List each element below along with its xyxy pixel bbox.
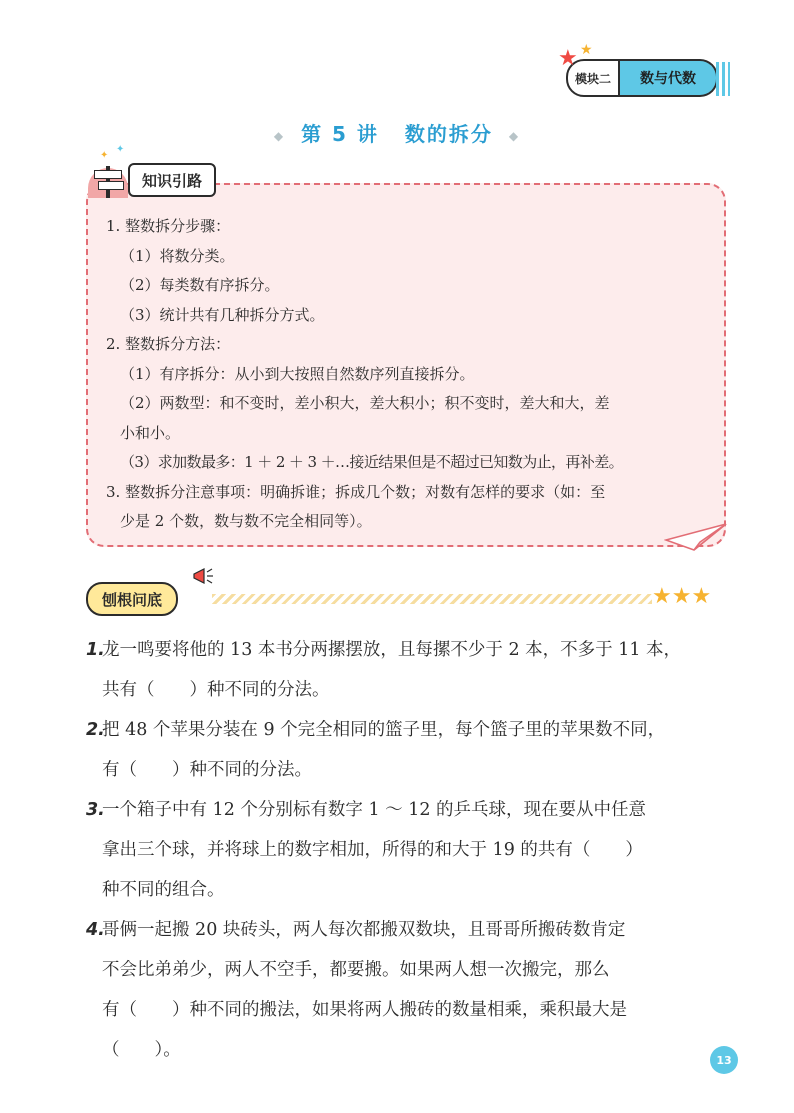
module-number: 模块二 xyxy=(566,59,620,97)
problem-text: 一个箱子中有 12 个分别标有数字 1 ～ 12 的乒乓球，现在要从中任意 xyxy=(102,800,647,820)
star-icon: ★ xyxy=(558,46,578,71)
problem-item xyxy=(86,710,730,790)
problem-text: （ ）。 xyxy=(102,1040,181,1060)
lecture-number: 第 5 讲 xyxy=(301,122,379,146)
knowledge-line: （3）统计共有几种拆分方式。 xyxy=(120,305,325,324)
problem-text: 不会比弟弟少，两人不空手，都要搬。如果两人想一次搬完，那么 xyxy=(102,960,610,980)
problem-text: 共有（ ）种不同的分法。 xyxy=(102,680,330,700)
sparkle-icon: ✦ xyxy=(100,150,109,161)
section-label: 刨根问底 xyxy=(86,582,178,616)
problem-item xyxy=(86,910,730,1070)
problem-item xyxy=(86,790,730,910)
problem-number: 4. xyxy=(86,920,105,940)
decorative-stripes xyxy=(212,594,652,604)
module-tag xyxy=(558,42,718,98)
knowledge-line: 少是 2 个数，数与数不完全相同等）。 xyxy=(120,512,372,530)
page-number: 13 xyxy=(710,1046,738,1074)
signpost-icon xyxy=(86,160,130,200)
knowledge-line: 1. 整数拆分步骤： xyxy=(106,217,231,235)
problem-list xyxy=(86,630,730,1070)
lecture-title xyxy=(0,118,794,147)
problem-number: 2. xyxy=(86,720,105,740)
problem-number: 3. xyxy=(86,800,105,820)
knowledge-label: 知识引路 xyxy=(128,163,216,197)
paper-plane-icon xyxy=(664,520,728,554)
knowledge-line: （2）两数型：和不变时，差小积大，差大积小；积不变时，差大和大，差 xyxy=(120,394,610,412)
problem-text: 哥俩一起搬 20 块砖头，两人每次都搬双数块，且哥哥所搬砖数肯定 xyxy=(102,920,626,940)
section-header xyxy=(86,582,732,616)
decorative-stripes xyxy=(716,62,730,96)
sparkle-icon: ✦ xyxy=(116,144,125,155)
problem-text: 有（ ）种不同的分法。 xyxy=(102,760,312,780)
megaphone-icon xyxy=(192,566,216,588)
problem-number: 1. xyxy=(86,640,105,660)
problem-item xyxy=(86,630,730,710)
knowledge-line: （3）求加数最多：1 ＋ 2 ＋ 3 ＋…接近结果但是不超过已知数为止，再补差。 xyxy=(120,453,624,471)
diamond-icon: ◆ xyxy=(508,128,521,143)
knowledge-line: （1）将数分类。 xyxy=(120,246,235,265)
module-title: 数与代数 xyxy=(620,59,718,97)
problem-text: 把 48 个苹果分装在 9 个完全相同的篮子里，每个篮子里的苹果数不同， xyxy=(102,720,666,740)
problem-text: 种不同的组合。 xyxy=(102,880,225,900)
knowledge-line: （1）有序拆分：从小到大按照自然数序列直接拆分。 xyxy=(120,364,475,383)
lecture-name: 数的拆分 xyxy=(404,122,493,146)
small-star-icon: ★ xyxy=(580,42,593,58)
knowledge-header xyxy=(86,160,216,200)
difficulty-stars: ★★★ xyxy=(652,584,712,609)
problem-text: 有（ ）种不同的搬法，如果将两人搬砖的数量相乘，乘积最大是 xyxy=(102,1000,627,1020)
knowledge-line: 小和小。 xyxy=(120,423,181,442)
problem-text: 拿出三个球，并将球上的数字相加，所得的和大于 19 的共有（ ） xyxy=(102,840,643,860)
knowledge-line: 3. 整数拆分注意事项：明确拆谁；拆成几个数；对数有怎样的要求（如：至 xyxy=(106,482,606,501)
diamond-icon: ◆ xyxy=(273,128,286,143)
knowledge-content xyxy=(106,212,716,537)
knowledge-line: 2. 整数拆分方法： xyxy=(106,335,231,353)
knowledge-line: （2）每类数有序拆分。 xyxy=(120,276,280,294)
problem-text: 龙一鸣要将他的 13 本书分两摞摆放，且每摞不少于 2 本，不多于 11 本， xyxy=(102,640,682,660)
